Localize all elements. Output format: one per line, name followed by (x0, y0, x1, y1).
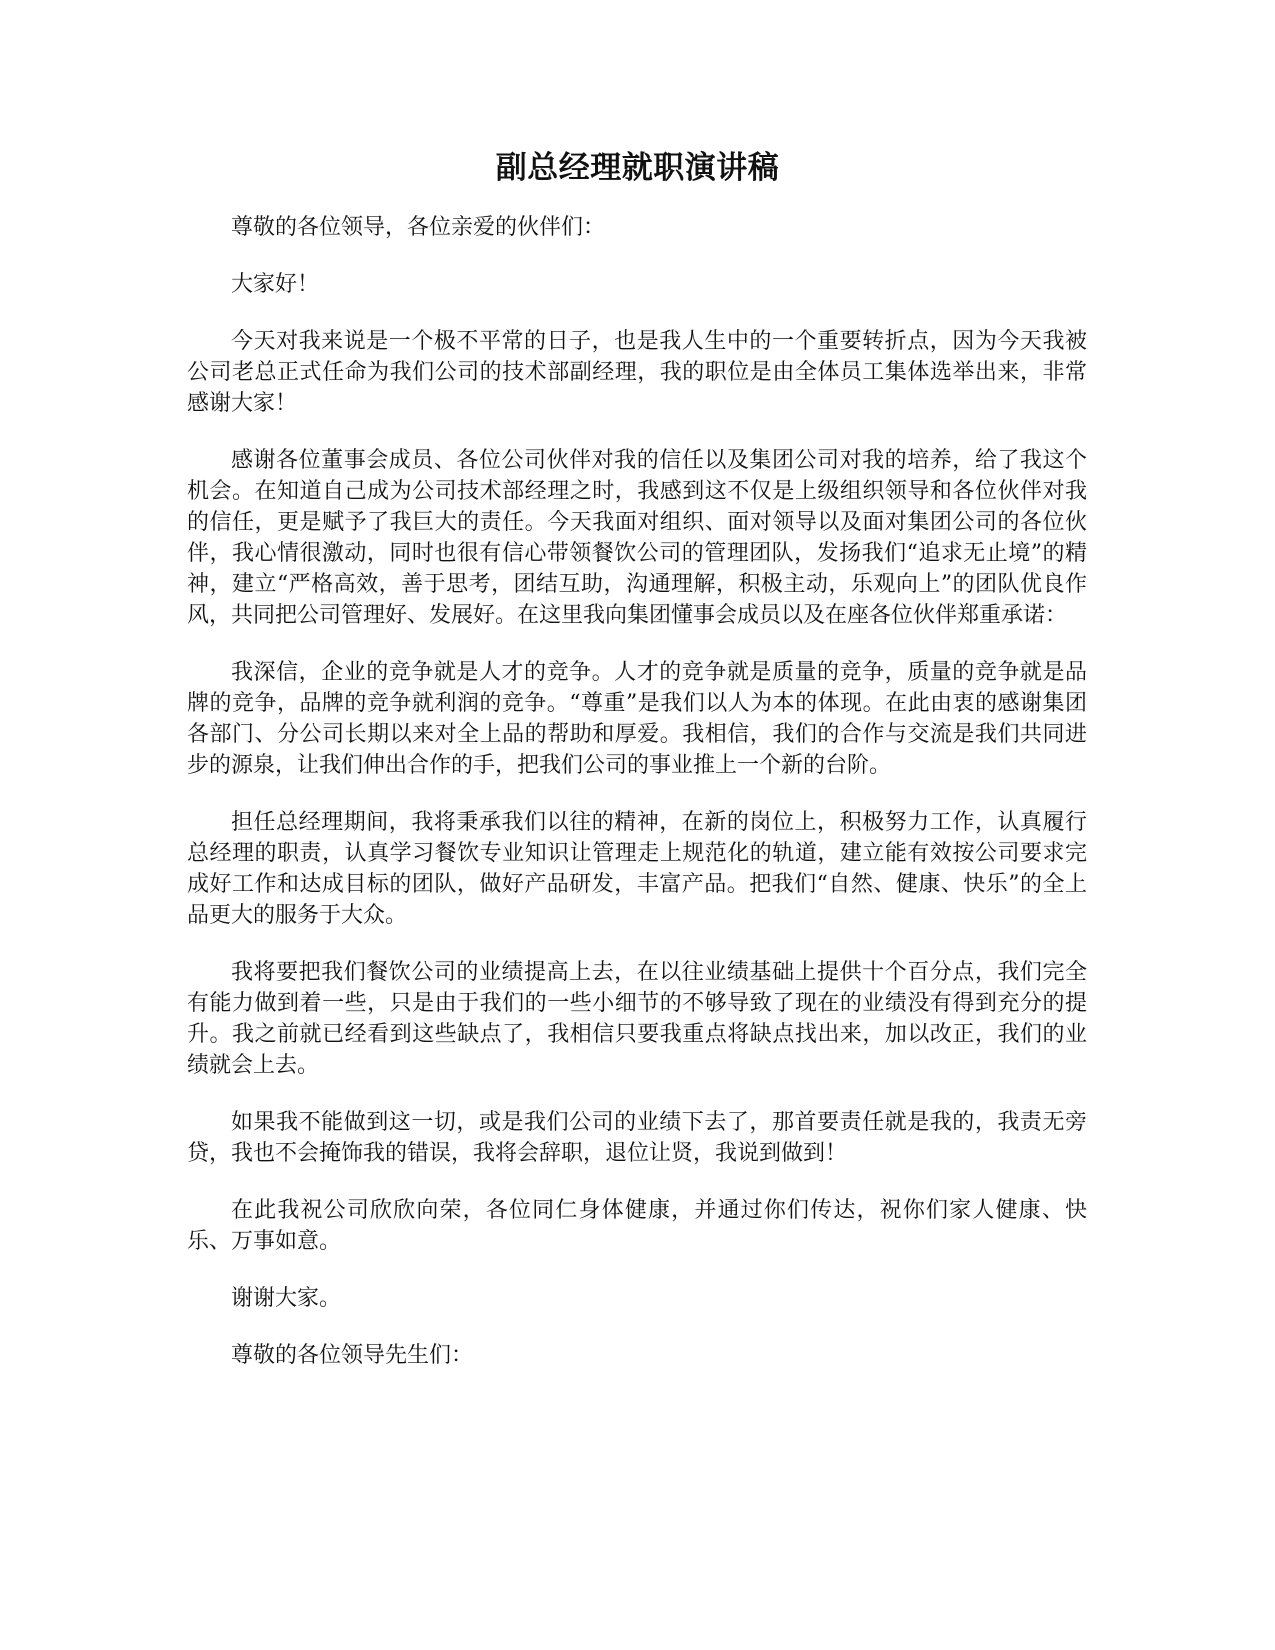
document-body (187, 212, 1087, 1397)
paragraph-belief: 我深信，企业的竞争就是人才的竞争。人才的竞争就是质量的竞争，质量的竞争就是品牌的竞争，品牌的竞争就利润的竞争。“尊重”是我们以人为本的体现。在此由衷的感谢集团各部门、分公司长期以来对全上品的帮助和厚爱。我相信，我们的合作与交流是我们共同进步的源泉，让我们伸出合作的手，把我们公司的事业推上一个新的台阶。 (187, 660, 1087, 778)
paragraph-salutation: 尊敬的各位领导，各位亲爱的伙伴们： (231, 215, 606, 240)
paragraph-next-salutation: 尊敬的各位领导先生们： (231, 1343, 474, 1368)
paragraph-performance: 我将要把我们餐饮公司的业绩提高上去，在以往业绩基础上提供十个百分点，我们完全有能力做到着一些，只是由于我们的一些小细节的不够导致了现在的业绩没有得到充分的提升。我之前就已经看到这些缺点了，我相信只要我重点将缺点找出来，加以改正，我们的业绩就会上去。 (187, 960, 1087, 1078)
paragraph-thanks: 感谢各位董事会成员、各位公司伙伴对我的信任以及集团公司对我的培养，给了我这个机会。在知道自己成为公司技术部经理之时，我感到这不仅是上级组织领导和各位伙伴对我的信任，更是赋予了我巨大的责任。今天我面对组织、面对领导以及面对集团公司的各位伙伴，我心情很激动，同时也很有信心带领餐饮公司的管理团队，发扬我们“追求无止境”的精神，建立“严格高效，善于思考，团结互助，沟通理解，积极主动，乐观向上”的团队优良作风，共同把公司管理好、发展好。在这里我向集团懂事会成员以及在座各位伙伴郑重承诺： (187, 448, 1087, 628)
paragraph-appointment: 今天对我来说是一个极不平常的日子，也是我人生中的一个重要转折点，因为今天我被公司老总正式任命为我们公司的技术部副经理，我的职位是由全体员工集体选举出来，非常感谢大家！ (187, 329, 1087, 416)
paragraph-closing: 谢谢大家。 (231, 1286, 342, 1311)
paragraph-greeting: 大家好！ (231, 272, 320, 297)
paragraph-commitment: 如果我不能做到这一切，或是我们公司的业绩下去了，那首要责任就是我的，我责无旁贷，我也不会掩饰我的错误，我将会辞职，退位让贤，我说到做到！ (187, 1110, 1087, 1166)
paragraph-duties: 担任总经理期间，我将秉承我们以往的精神，在新的岗位上，积极努力工作，认真履行总经理的职责，认真学习餐饮专业知识让管理走上规范化的轨道，建立能有效按公司要求完成好工作和达成目标的团队，做好产品研发，丰富产品。把我们“自然、健康、快乐”的全上品更大的服务于大众。 (187, 810, 1087, 928)
document-title: 副总经理就职演讲稿 (495, 150, 780, 186)
paragraph-wishes: 在此我祝公司欣欣向荣，各位同仁身体健康，并通过你们传达，祝你们家人健康、快乐、万事如意。 (187, 1198, 1087, 1254)
